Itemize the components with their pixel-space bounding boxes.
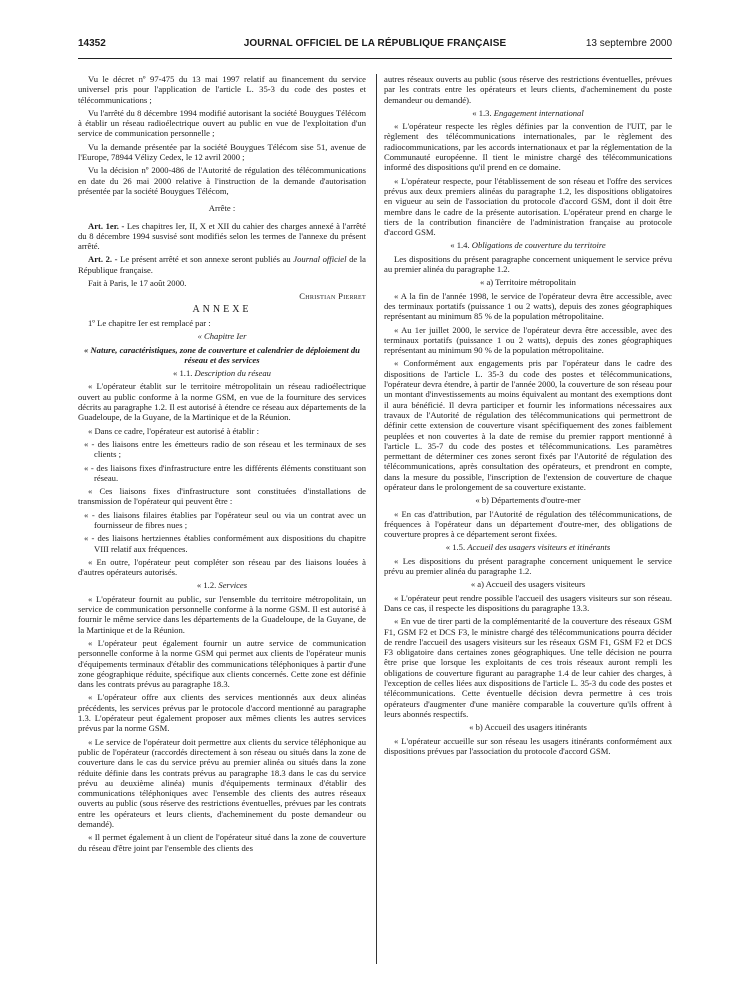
visa-paragraph: Vu la demande présentée par la société Bouygues Télécom sise 51, avenue de l'Europe, 78944 Vélizy Cedex, le 12 avril 2000 ;: [78, 141, 366, 163]
subsection-heading: « b) Accueil des usagers itinérants: [469, 722, 587, 733]
section-number: « 1.5.: [445, 542, 466, 553]
arrete-heading: Arrête :: [208, 203, 236, 214]
visa-paragraph: Vu l'arrêté du 8 décembre 1994 modifié autorisant la société Bouygues Télécom à établir un réseau radioélectrique ouvert au public en vue de l'exploitation d'un service de communication personnelle ;: [78, 107, 366, 139]
section-number: « 1.2.: [196, 580, 217, 591]
list-item: « - des liaisons filaires établies par l'opérateur seul ou via un contrat avec un fournisseur de fibres nues ;: [84, 509, 366, 530]
section-heading: [384, 108, 672, 118]
list-item: « - des liaisons hertziennes établies conformément aux dispositions du chapitre VIII relatif aux fréquences.: [84, 533, 366, 554]
article-2-text-a: Le présent arrêté et son annexe seront publiés au: [120, 254, 291, 265]
right-column: [384, 74, 672, 759]
header-rule: [78, 58, 672, 59]
article-1-text: Les chapitres Ier, II, X et XII du cahier des charges annexé à l'arrêté du 8 décembre 1994 susvisé sont modifiés selon les termes de l'annexe du présent arrêté.: [78, 220, 366, 252]
section-heading: [384, 542, 672, 552]
section-title: Description du réseau: [194, 368, 271, 379]
subsection-heading: « a) Territoire métropolitain: [480, 277, 576, 288]
section-number: « 1.1.: [173, 368, 193, 379]
page-header: [78, 38, 672, 54]
chapter-replacement: 1º Le chapitre Ier est remplacé par :: [88, 317, 211, 328]
section-heading: [78, 368, 366, 378]
section-number: « 1.3.: [472, 107, 492, 118]
body-paragraph: « Ces liaisons fixes d'infrastructure sont constituées d'installations de transmission de l'opérateur qui peuvent être :: [78, 486, 366, 507]
body-paragraph: « En outre, l'opérateur peut compléter son réseau par des liaisons louées à d'autres opérateurs autorisés.: [78, 556, 366, 578]
section-title: Services: [218, 580, 248, 591]
body-paragraph: « Dans ce cadre, l'opérateur est autorisé à établir :: [88, 425, 259, 436]
chapter-title: « Chapitre Ier: [197, 331, 247, 342]
body-paragraph: « En vue de tirer parti de la complémentarité de la couverture des réseaux GSM F1, GSM F2 et DCS F3, le ministre chargé des télécommunications pourra décider de rendre l'accueil des usagers visiteurs sur les réseaux GSM F1, GSM F2 et DCS F3 obligatoire dans certaines zones géographiques. Une telle décision ne pourra être prise que lorsque les exploitants de ces trois réseaux auront rempli les obligations de couverture figurant au paragraphe 1.4 de leur cahier des charges, à l'exception de celles liées aux dispositions de l'article L. 35-3 du code des postes et télécommunications. Cette éventuelle décision devra permettre à ces trois opérateurs d'augmenter d'une manière comparable la couverture qu'ils offrent à leurs abonnés respectifs.: [384, 616, 672, 719]
body-paragraph: « L'opérateur offre aux clients des services mentionnés aux deux alinéas précédents, les services prévus par le protocole d'accord mentionné au paragraphe 1.3. L'opérateur peut également proposer aux mêmes clients les autres services prévus par la norme GSM.: [78, 692, 366, 734]
article-2-label: Art. 2. -: [88, 254, 118, 265]
chapter-subtitle: « Nature, caractéristiques, zone de couverture et calendrier de déploiement du réseau et des services: [84, 344, 360, 365]
body-paragraph: « Les dispositions du présent paragraphe concernent uniquement le service prévu au premier alinéa du paragraphe 1.2.: [384, 555, 672, 577]
subsection-heading: « b) Départements d'outre-mer: [475, 495, 581, 506]
signature-name: Christian Pierret: [299, 291, 366, 302]
visa-paragraph: Vu le décret nº 97-475 du 13 mai 1997 relatif au financement du service universel pris pour l'application de l'article L. 35-3 du code des postes et télécommunications ;: [78, 74, 366, 105]
section-title: Obligations de couverture du territoire: [471, 240, 606, 251]
list-item: « - des liaisons entre les émetteurs radio de son réseau et les terminaux de ses clients ;: [84, 438, 366, 460]
section-heading: [78, 580, 366, 590]
body-paragraph: « L'opérateur établit sur le territoire métropolitain un réseau radioélectrique ouvert au public conforme à la norme GSM, en vue de la fourniture des services décrits au paragraphe 1.2. Il est autorisé à étendre ce réseau aux départements de la Guadeloupe, de la Guyane, de la Martinique et de la Réunion.: [78, 381, 366, 423]
body-paragraph: « Conformément aux engagements pris par l'opérateur dans le cadre des dispositions de l'article L. 35-3 du code des postes et télécommunications, l'opérateur devra étendre, à partir de l'année 2000, la couverture de son réseau pour un montant d'investissements au moins équivalent au montant des exemptions dont il aura bénéficié. Il devra participer et fournir les informations nécessaires aux travaux de l'Autorité de régulation des télécommunications qui permettront de définir cette extension de couverture visant spécifiquement des zones faiblement peuplées et non couvertes à la date de remise du premier rapport mentionné à l'article L. 35-7 du code des postes et télécommunications. Les paramètres permettant de déterminer ces zones seront fixés par l'Autorité de régulation des télécommunications, après consultation des opérateurs, et prendront en compte, dans la mesure du possible, l'inscription de l'extension de couverture de chaque opérateur dans le prolongement de sa couverture existante.: [384, 358, 672, 492]
body-paragraph: Les dispositions du présent paragraphe concernent uniquement le service prévu au premier alinéa du paragraphe 1.2.: [384, 253, 672, 275]
body-paragraph: « Le service de l'opérateur doit permettre aux clients du service téléphonique au public de l'opérateur (raccordés directement à son réseau ou situés dans la zone de couverture dans le cas du service prévu au premier alinéa ou situés dans la zone réduite définie dans les contrats prévus au paragraphe 18.3 dans le cas du service prévu au deuxième alinéa) munis d'équipements terminaux d'établir des communications téléphoniques avec l'ensemble des clients des autres réseaux ouverts au public (sous réserve des restrictions éventuelles, prévues par les contrats entre les opérateurs et leurs clients, d'acheminement du poste demandeur ou demandé).: [78, 736, 366, 829]
body-paragraph: « L'opérateur respecte les règles définies par la convention de l'UIT, par le règlement des télécommunications internationales, par le règlement des radiocommunications, par les accords internationaux et par la réglementation de la Communauté européenne. Il tient le ministre chargé des télécommunications informé des dispositions qu'il prend en ce domaine.: [384, 121, 672, 173]
article-2: [78, 254, 366, 275]
list-item: « - des liaisons fixes d'infrastructure entre les différents éléments constituant son réseau.: [84, 462, 366, 483]
body-paragraph: « L'opérateur fournit au public, sur l'ensemble du territoire métropolitain, un service de communication personnelle conforme à la norme GSM. Il est autorisé à fournir le même service dans les départements de la Guadeloupe, de la Guyane, de la Martinique et de la Réunion.: [78, 593, 366, 635]
journal-title: JOURNAL OFFICIEL DE LA RÉPUBLIQUE FRANÇAISE: [243, 38, 507, 49]
body-paragraph: « A la fin de l'année 1998, le service de l'opérateur devra être accessible, avec des terminaux portatifs (puissance 1 ou 2 watts), depuis des zones géographiques représentant au minimum 85 % de la population métropolitaine.: [384, 290, 672, 322]
signature-place-date: Fait à Paris, le 17 août 2000.: [88, 278, 187, 289]
article-1-label: Art. 1er. -: [88, 220, 125, 231]
section-number: « 1.4.: [450, 240, 470, 251]
body-paragraph: « En cas d'attribution, par l'Autorité de régulation des télécommunications, de fréquences à l'opérateur dans un département d'outre-mer, des obligations de couverture propres à ce département seront fixées.: [384, 508, 672, 540]
subsection-heading: « a) Accueil des usagers visiteurs: [470, 579, 586, 590]
section-heading: [384, 240, 672, 250]
page-number: 14352: [78, 38, 106, 49]
article-1: [78, 221, 366, 252]
body-paragraph: « L'opérateur peut également fournir un autre service de communication personnelle conforme à la norme GSM qui permet aux clients de l'opérateur munis d'équipements terminaux d'établir des communications téléphoniques à partir d'une zone géographique réduite, spécifique aux clients concernés. Cette zone est définie dans les contrats prévus au paragraphe 18.3.: [78, 637, 366, 690]
left-column: [78, 74, 366, 856]
body-paragraph: « L'opérateur respecte, pour l'établissement de son réseau et l'offre des services prévus aux deux premiers alinéas du paragraphe 1.2, les dispositions obligatoires en vigueur au sein de l'association du protocole d'accord GSM, dont il doit être membre dans le cadre de la présente autorisation. L'opérateur prend en charge le tiers de la contribution financière de l'administration française au protocole d'accord GSM.: [384, 175, 672, 238]
article-2-text-b: de la République française.: [78, 254, 366, 275]
visa-paragraph: Vu la décision nº 2000-486 de l'Autorité de régulation des télécommunications en date du 26 mai 2000 relative à l'instruction de la demande d'autorisation présentée par la société Bouygues Télécom,: [78, 165, 366, 196]
body-paragraph: « L'opérateur accueille sur son réseau les usagers itinérants conformément aux dispositions prévues par l'association du protocole d'accord GSM.: [384, 735, 672, 756]
continued-paragraph: autres réseaux ouverts au public (sous réserve des restrictions éventuelles, prévues par les contrats entre les opérateurs et leurs clients, d'acheminement du poste demandeur ou demandé).: [384, 74, 672, 105]
section-title: Accueil des usagers visiteurs et itinérants: [467, 542, 611, 553]
column-divider: [376, 74, 377, 964]
annexe-heading: ANNEXE: [192, 303, 252, 315]
body-paragraph: « Il permet également à un client de l'opérateur situé dans la zone de couverture du réseau d'être joint par l'ensemble des clients des: [78, 832, 366, 853]
publication-date: 13 septembre 2000: [585, 38, 672, 49]
body-paragraph: « Au 1er juillet 2000, le service de l'opérateur devra être accessible, avec des terminaux portatifs (puissance 1 ou 2 watts), depuis des zones géographiques représentant au minimum 90 % de la population métropolitaine.: [384, 324, 672, 356]
article-2-journal: Journal officiel: [293, 254, 347, 265]
section-title: Engagement international: [493, 107, 584, 118]
body-paragraph: « L'opérateur peut rendre possible l'accueil des usagers visiteurs sur son réseau. Dans ce cas, il respecte les dispositions du paragraphe 13.3.: [384, 592, 672, 613]
